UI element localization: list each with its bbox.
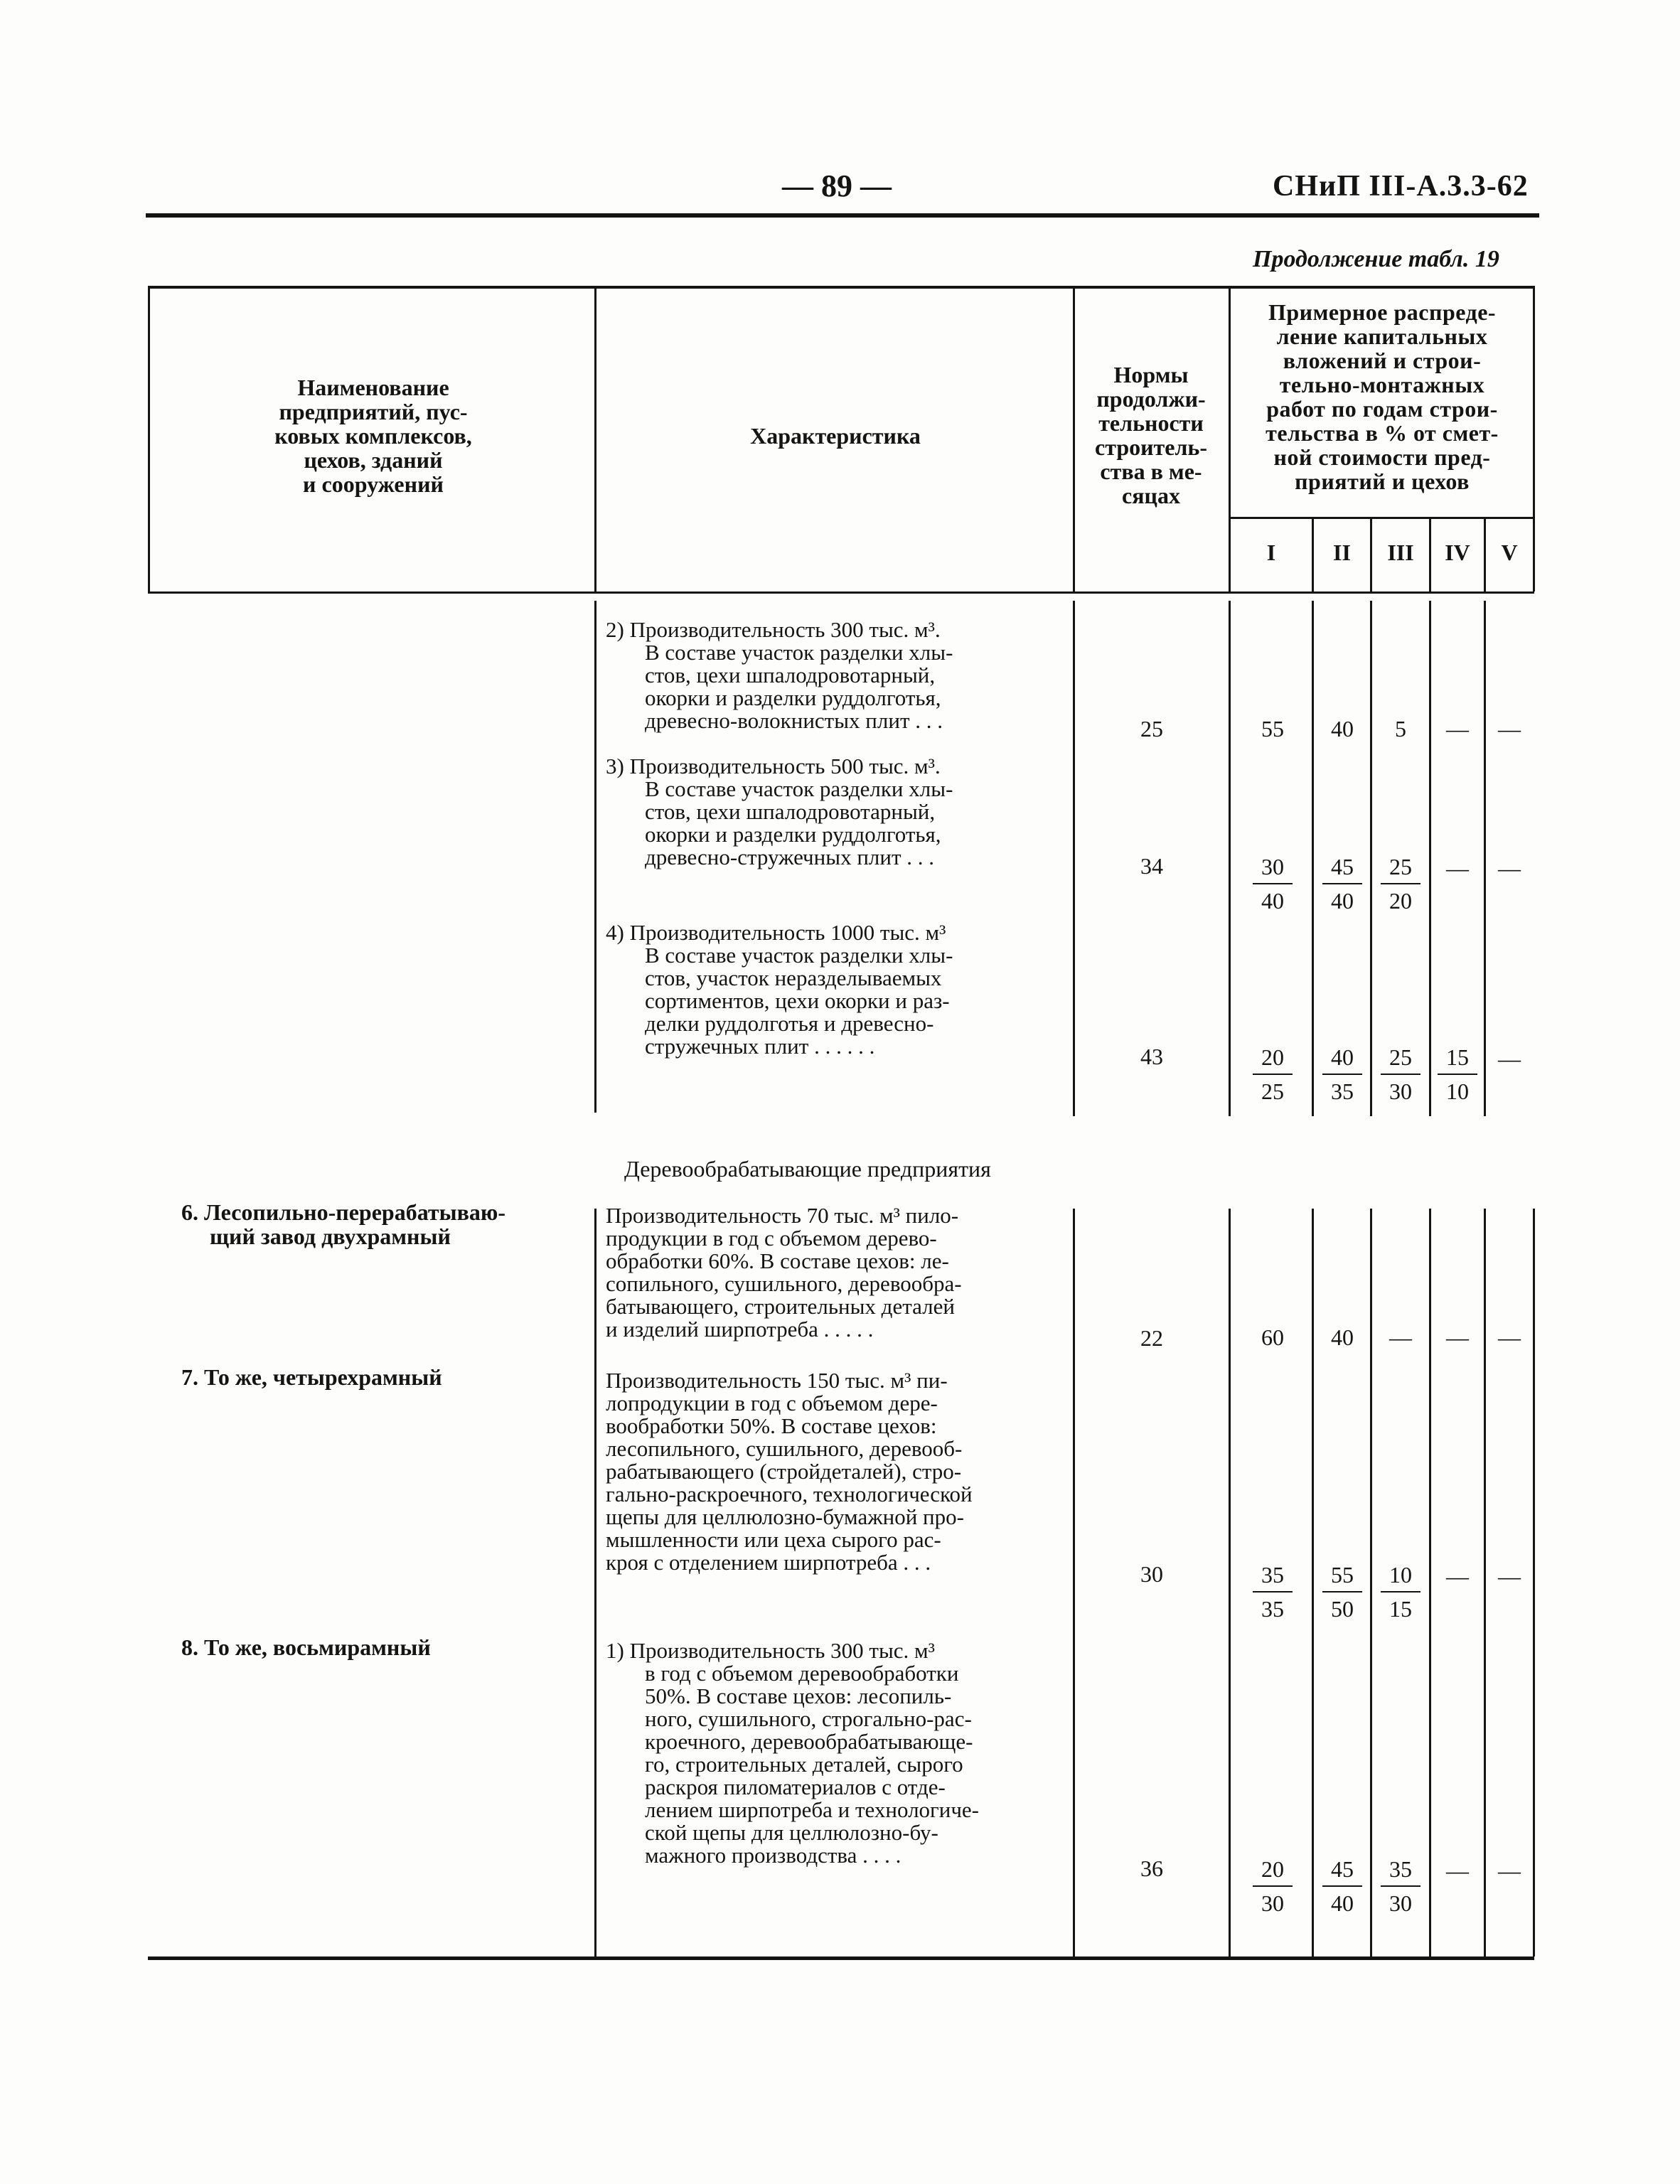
table-row-8-characteristic: 1) Производительность 300 тыс. м³ в год с объемом деревообработки 50%. В составе цехов: лесопиль- ного, сушильного, строгально-рас- кроечного, деревообрабатывающе- го, строительных деталей, сырого раскроя пиломатериалов с отде- лением ширпотреба и технологиче- ской щепы для целлюлозно-бу- мажного производства . . . . [606, 1638, 980, 1868]
page-number: — 89 — [782, 168, 892, 203]
header-year-5: V [1501, 540, 1518, 565]
table-row-8-months: 36 [1140, 1856, 1163, 1881]
table-row-8-name: 8. То же, восьмирамный [181, 1634, 431, 1660]
table-row-a2-year-5: — [1498, 855, 1521, 881]
table-row-6-year-5: — [1498, 1324, 1521, 1350]
table-row-a1-year-4: — [1446, 716, 1469, 742]
header-rule [146, 213, 1539, 218]
table-row-7-year-3: 10 15 [1381, 1560, 1420, 1624]
table-row-8-year-3: 35 30 [1381, 1854, 1420, 1918]
table-row-a3-year-3: 25 30 [1381, 1042, 1420, 1106]
table-row-6-name: 6. Лесопильно-перерабатываю- щий завод двухрамный [181, 1199, 505, 1249]
table-row-6-year-2: 40 [1331, 1324, 1354, 1350]
table-row-a1-months: 25 [1140, 716, 1163, 742]
table-row-8-year-2: 45 40 [1322, 1854, 1362, 1918]
table-row-6-characteristic: Производительность 70 тыс. м³ пило- продукции в год с объемом дерево- обработки 60%. В составе цехов: ле- сопильного, сушильного, деревообра- батывающего, строительных деталей и изделий ширпотреба . . . . . [606, 1203, 962, 1342]
table-row-a2-year-4: — [1446, 855, 1469, 881]
table-row-a3-year-2: 40 35 [1322, 1042, 1362, 1106]
header-norms: Нормы продолжи- тельности строитель- ства в ме- сяцах [1095, 362, 1207, 508]
table-row-6-months: 22 [1140, 1325, 1163, 1351]
table-row-7-months: 30 [1140, 1561, 1163, 1587]
table-row-7-characteristic: Производительность 150 тыс. м³ пи- лопродукции в год с объемом дере- вообработки 50%. В составе цехов: лесопильного, сушильного, деревооб- рабатывающего (стройдеталей), стро- гально-раскроечного, технологической щепы для целлюлозно-бумажной про- мышленности или цеха сырого рас- кроя с отделением ширпотреба . . . [606, 1368, 973, 1575]
table-row-a1-year-5: — [1498, 716, 1521, 742]
header-year-2: II [1333, 540, 1351, 565]
table-row-a1-year-1: 55 [1261, 716, 1284, 742]
table-row-a2-year-3: 25 20 [1381, 852, 1420, 916]
table-row-7-year-1: 35 35 [1253, 1560, 1293, 1624]
table-row-7-year-2: 55 50 [1322, 1560, 1362, 1624]
table-row-a1-characteristic: 2) Производительность 300 тыс. м³. В составе участок разделки хлы- стов, цехи шпалодровотарный, окорки и разделки руддолготья, древесно-волокнистых плит . . . [606, 617, 953, 733]
table-row-7-name: 7. То же, четырехрамный [181, 1364, 442, 1390]
header-year-4: IV [1445, 540, 1470, 565]
table-row-6-year-1: 60 [1261, 1324, 1284, 1350]
header-year-3: III [1387, 540, 1414, 565]
table-row-a3-months: 43 [1140, 1044, 1163, 1069]
table-row-8-year-1: 20 30 [1253, 1854, 1293, 1918]
table-row-a3-year-5: — [1498, 1046, 1521, 1071]
table-row-a2-year-2: 45 40 [1322, 852, 1362, 916]
header-distribution: Примерное распреде- ление капитальных вложений и строи- тельно-монтажных работ по годам строи- тельства в % от смет- ной стоимости пред- приятий и цехов [1266, 299, 1499, 494]
table-row-a3-year-1: 20 25 [1253, 1042, 1293, 1106]
section-title: Деревообрабатывающие предприятия [624, 1156, 991, 1182]
table-row-a3-characteristic: 4) Производительность 1000 тыс. м³ В составе участок разделки хлы- стов, участок неразделываемых сортиментов, цехи окорки и раз- делки руддолготья и древесно- стружечных плит . . . . . . [606, 920, 953, 1059]
table-continuation-label: Продолжение табл. 19 [1253, 246, 1499, 272]
table-row-8-year-5: — [1498, 1858, 1521, 1883]
table-row-6-year-3: — [1389, 1324, 1412, 1350]
table-row-a1-year-3: 5 [1395, 716, 1406, 742]
header-year-1: I [1266, 540, 1276, 565]
header-name: Наименование предприятий, пус- ковых комплексов, цехов, зданий и сооружений [274, 375, 472, 497]
table-row-a2-year-1: 30 40 [1253, 852, 1293, 916]
table-row-7-year-4: — [1446, 1563, 1469, 1589]
table-row-a1-year-2: 40 [1331, 716, 1354, 742]
table-row-7-year-5: — [1498, 1563, 1521, 1589]
document-code: СНиП III-А.3.3-62 [1273, 170, 1529, 203]
table-row-6-year-4: — [1446, 1324, 1469, 1350]
table-row-a2-characteristic: 3) Производительность 500 тыс. м³. В составе участок разделки хлы- стов, цехи шпалодровотарный, окорки и разделки руддолготья, древесно-стружечных плит . . . [606, 754, 953, 869]
header-characteristic: Характеристика [750, 423, 921, 449]
table-row-8-year-4: — [1446, 1858, 1469, 1883]
table-row-a2-months: 34 [1140, 853, 1163, 879]
table-row-a3-year-4: 15 10 [1438, 1042, 1477, 1106]
